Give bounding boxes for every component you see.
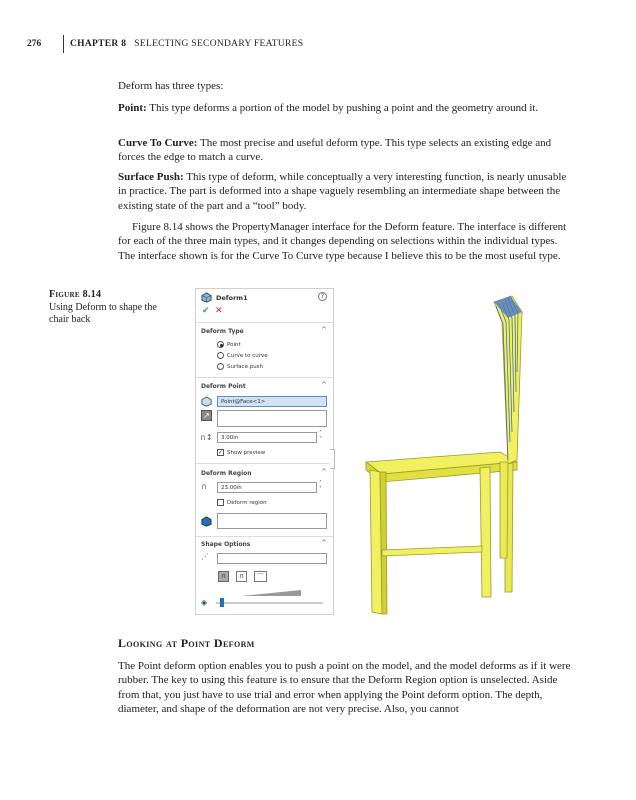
ok-button[interactable]: ✔	[202, 306, 210, 316]
type-point	[118, 101, 576, 115]
shape-accuracy-slider-thumb[interactable]	[220, 598, 224, 607]
direction-selection-field[interactable]	[217, 410, 327, 427]
type-curve	[118, 136, 576, 165]
deform-type-heading: Deform Type	[201, 328, 244, 335]
chair-model-graphic	[360, 292, 535, 617]
shape-accuracy-slider[interactable]	[216, 602, 323, 604]
collapse-deform-type-icon[interactable]: ^	[321, 326, 327, 334]
radio-curve-to-curve[interactable]	[217, 352, 268, 359]
reverse-direction-button[interactable]: ↗	[201, 410, 212, 421]
definition: The most precise and useful deform type. This type selects an existing edge and forces the edge to match a curve.	[118, 137, 552, 164]
collapse-deform-region-icon[interactable]: ^	[321, 468, 327, 476]
point-deform-paragraph: The Point deform option enables you to push a point on the model, and the model deforms as if it were rubber. The key to using this feature is to ensure that the Deform Region option is unselected. Aside from that, you just have to use trial and error when applying the Point deform option. The depth, diameter, and shape of the deformation are not very precise. Also, you cannot	[118, 660, 571, 715]
chapter-label: CHAPTER 8	[70, 39, 127, 49]
cancel-button[interactable]: ✕	[215, 306, 223, 316]
deform-region-checkbox[interactable]	[217, 499, 267, 506]
shape-accuracy-icon: ◈	[201, 598, 208, 607]
deform-distance-icon: ∩↕	[200, 433, 213, 442]
figure-number: Figure 8.14	[49, 289, 102, 300]
radio-selected	[217, 341, 224, 348]
collapse-shape-options-icon[interactable]: ^	[321, 539, 327, 547]
radio-label: Point	[227, 341, 241, 348]
divider	[196, 322, 333, 323]
accuracy-ramp	[241, 590, 301, 596]
type-surface	[118, 170, 576, 213]
radio-label: Surface push	[227, 363, 264, 370]
definition: This type of deform, while conceptually a very interesting function, is nearly unusable in practice. The part is deformed into a shape vaguely resembling an intermediate shape between the existing state of the part and a “tool” body.	[118, 171, 567, 212]
checkbox-label: Show preview	[227, 450, 266, 456]
deform-radius-icon: ∩	[201, 482, 207, 491]
radio-point[interactable]	[217, 341, 241, 348]
divider	[196, 536, 333, 537]
intro-text: Deform has three types:	[118, 80, 224, 92]
checkbox-unchecked	[217, 499, 224, 506]
radio-surface-push[interactable]	[217, 363, 263, 370]
stiffness-min-button[interactable]: ∩	[218, 571, 229, 582]
deform-feature-icon	[201, 292, 212, 303]
axis-icon: ⋰	[201, 552, 209, 561]
feature-title: Deform1	[216, 294, 248, 302]
term: Point:	[118, 102, 147, 114]
show-preview-checkbox[interactable]	[217, 449, 265, 456]
deform-radius-input[interactable]: 23.00in	[217, 482, 317, 493]
page-number: 276	[27, 39, 42, 49]
radius-spinner[interactable]: ˄ ˅	[319, 480, 322, 493]
chapter-title: SELECTING SECONDARY FEATURES	[134, 39, 304, 49]
divider	[196, 463, 333, 464]
collapse-deform-point-icon[interactable]: ^	[321, 381, 327, 389]
radio	[217, 352, 224, 359]
checkbox-checked: ✓	[218, 449, 224, 456]
deform-point-selection-field[interactable]: Point@Face<1>	[217, 396, 327, 407]
point-selection-icon	[201, 396, 212, 407]
deform-distance-input[interactable]: 3.00in	[217, 432, 317, 443]
term: Curve To Curve:	[118, 137, 198, 149]
shape-options-heading: Shape Options	[201, 541, 251, 548]
property-manager-panel	[195, 288, 334, 615]
section-heading: Looking at Point Deform	[118, 636, 255, 650]
panel-collapse-tab[interactable]	[330, 449, 335, 469]
radio-label: Curve to curve	[227, 352, 268, 359]
radio	[217, 363, 224, 370]
checkbox-label: Deform region	[227, 500, 267, 506]
divider	[196, 377, 333, 378]
term: Surface Push:	[118, 171, 184, 183]
stiffness-medium-button[interactable]: ∩	[236, 571, 247, 582]
running-header	[27, 37, 303, 51]
fixed-region-selection-field[interactable]	[217, 513, 327, 529]
axis-selection-field[interactable]	[217, 553, 327, 564]
definition: This type deforms a portion of the model by pushing a point and the geometry around it.	[146, 102, 539, 114]
deform-region-heading: Deform Region	[201, 470, 252, 477]
figure-paragraph: Figure 8.14 shows the PropertyManager interface for the Deform feature. The interface is different for each of the three main types, and it changes depending on selections within the individual types. The interface shown is for the Curve To Curve type because I believe this to be the most useful type.	[118, 221, 567, 262]
deform-point-heading: Deform Point	[201, 383, 246, 390]
fixed-region-icon	[201, 516, 212, 527]
figure-caption	[49, 289, 179, 327]
help-button[interactable]: ?	[318, 292, 327, 301]
header-divider	[63, 35, 64, 53]
figure-caption-text: Using Deform to shape the chair back	[49, 301, 157, 325]
distance-spinner[interactable]: ˄ ˅	[319, 430, 322, 443]
stiffness-max-button[interactable]: ⌒	[254, 571, 267, 582]
